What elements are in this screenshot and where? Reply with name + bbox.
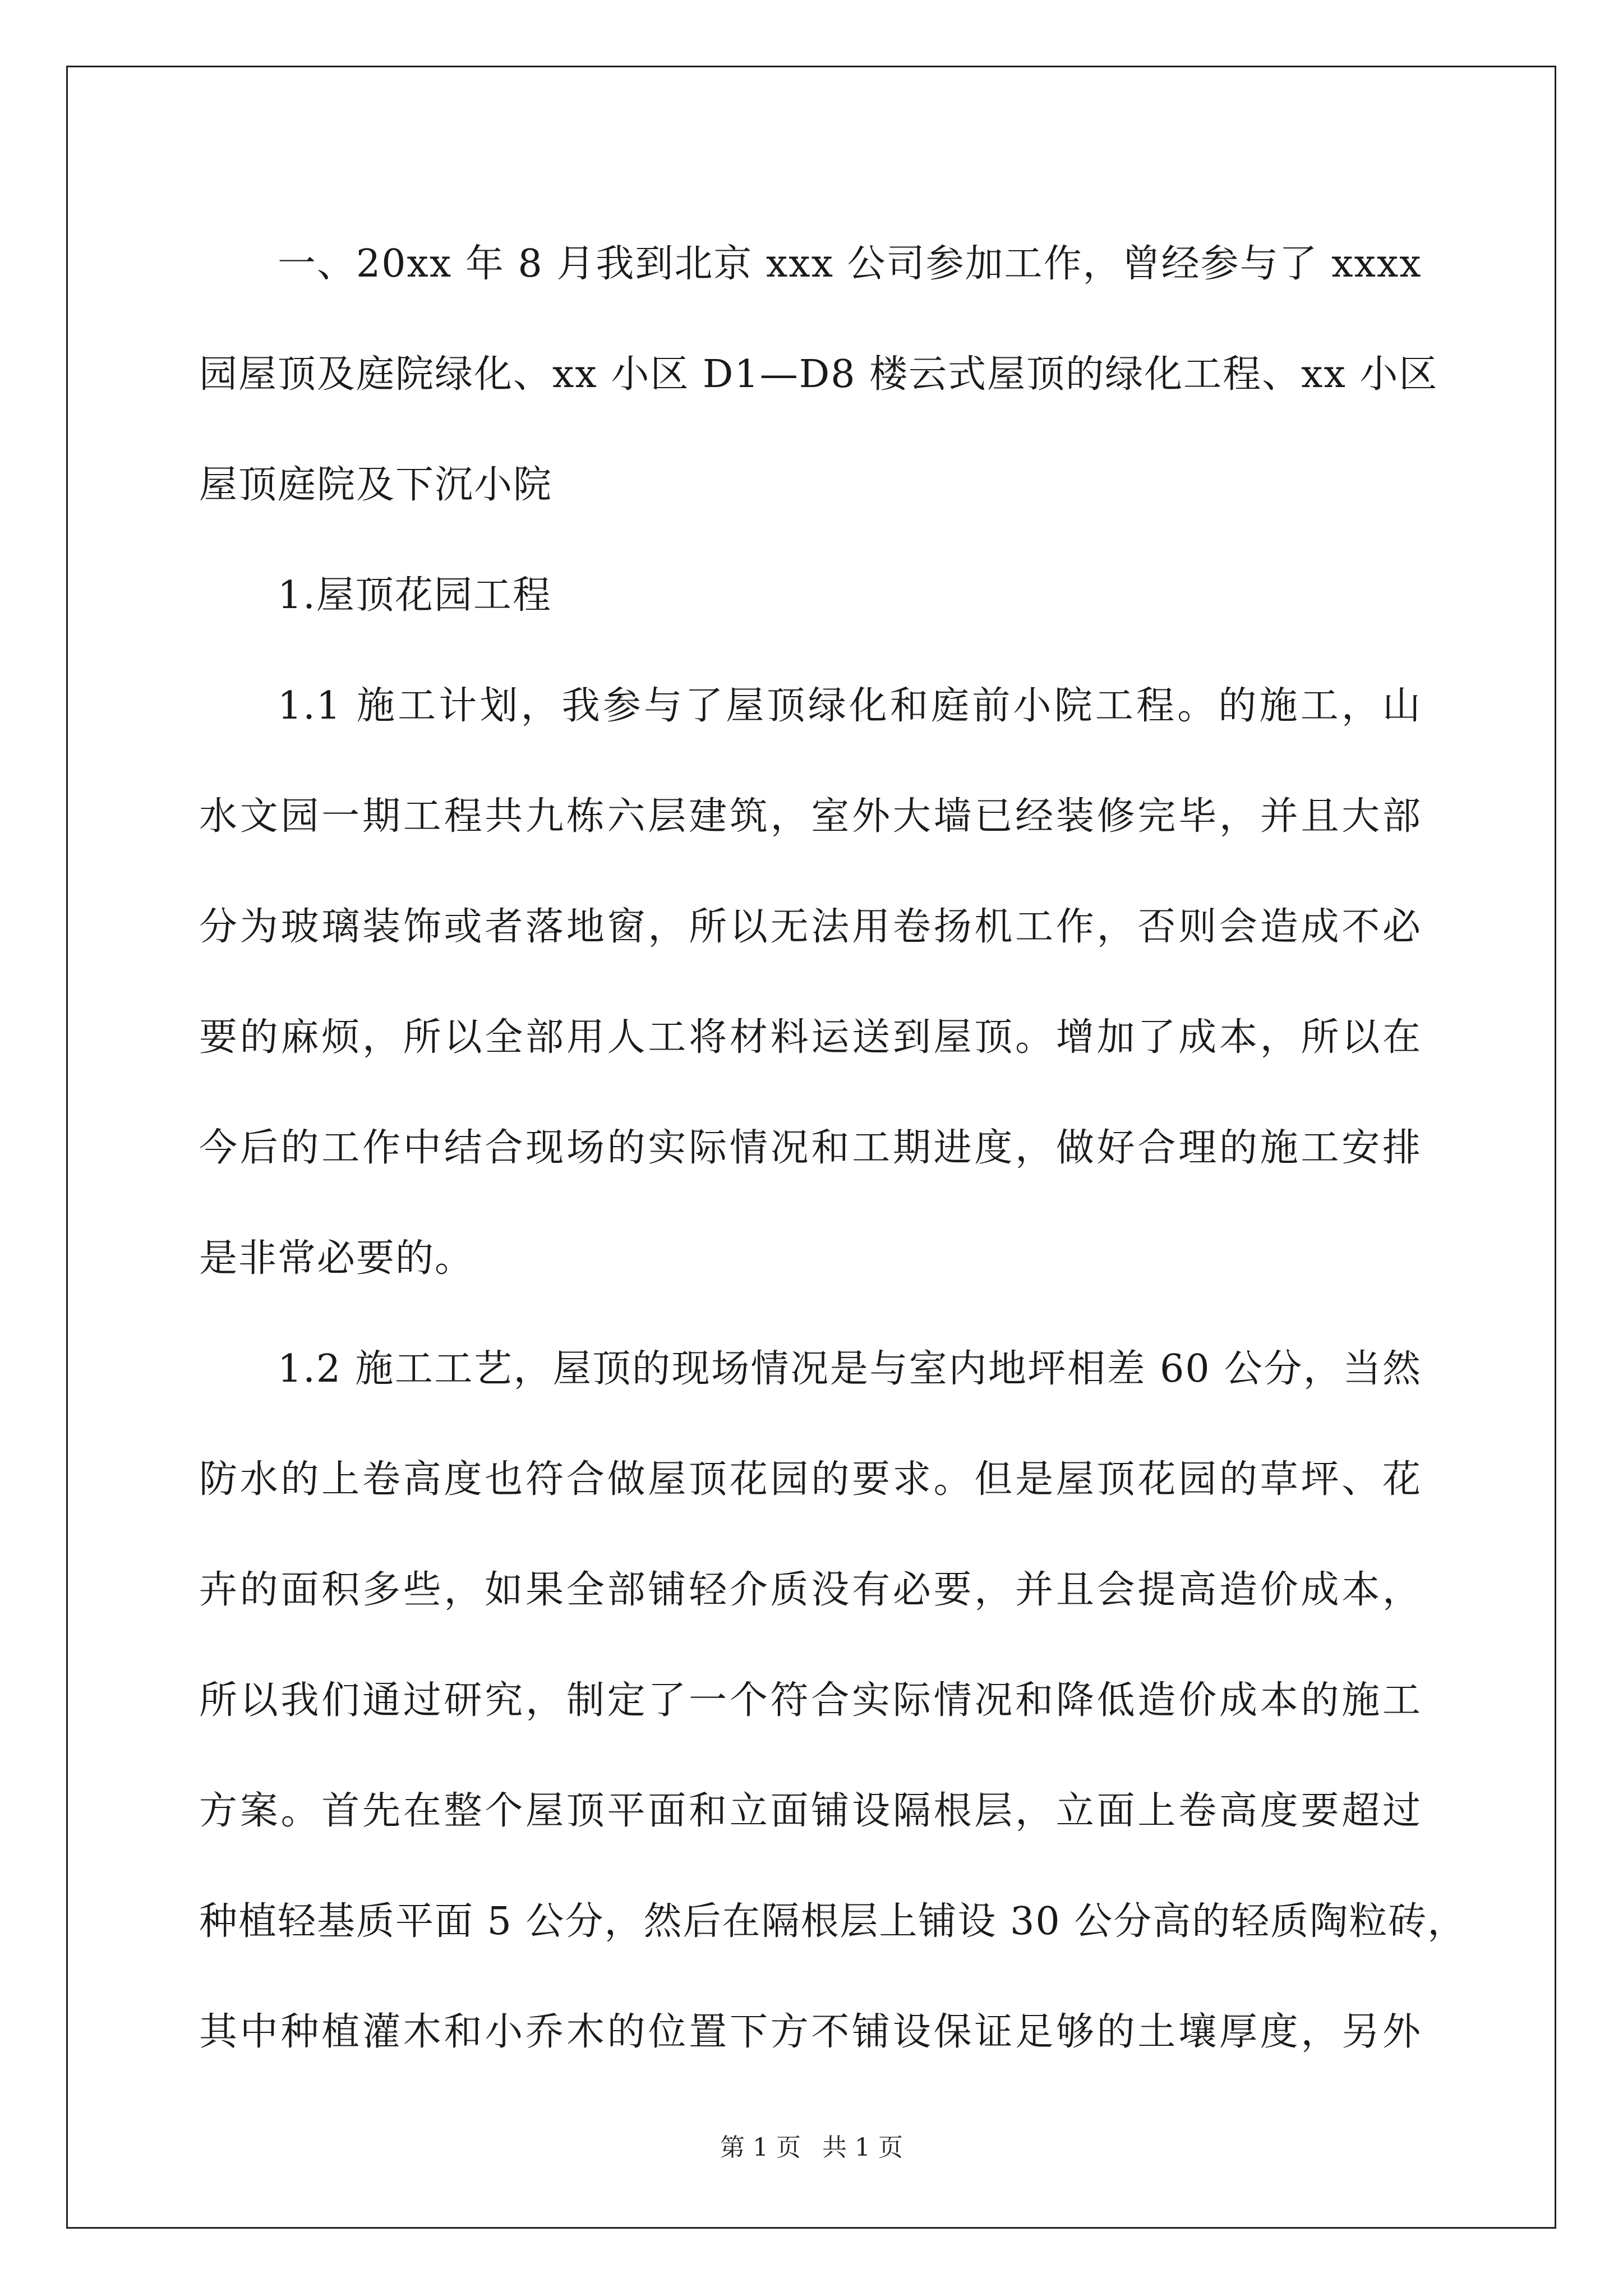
page-total: 共 1 页 [822,2133,903,2162]
page-footer [0,2131,1623,2165]
paragraph-4-line-4: 所以我们通过研究，制定了一个符合实际情况和降低造价成本的施工 [199,1678,1422,1723]
document-body [199,209,1467,2087]
paragraph-3-line-6: 是非常必要的。 [199,1236,474,1281]
section-heading: 1.屋顶花园工程 [278,573,552,618]
paragraph-4-line-3: 卉的面积多些，如果全部铺轻介质没有必要，并且会提高造价成本， [199,1568,1422,1612]
paragraph-4-line-2: 防水的上卷高度也符合做屋顶花园的要求。但是屋顶花园的草坪、花 [199,1457,1422,1502]
paragraph-1-line-2: 园屋顶及庭院绿化、xx 小区 D1—D8 楼云式屋顶的绿化工程、xx 小区 [199,352,1438,397]
paragraph-3-line-2: 水文园一期工程共九栋六层建筑，室外大墙已经装修完毕，并且大部 [199,794,1422,839]
paragraph-4-line-7: 其中种植灌木和小乔木的位置下方不铺设保证足够的土壤厚度，另外 [199,2010,1422,2054]
paragraph-3-line-5: 今后的工作中结合现场的实际情况和工期进度，做好合理的施工安排 [199,1126,1422,1170]
paragraph-3-line-4: 要的麻烦，所以全部用人工将材料运送到屋顶。增加了成本，所以在 [199,1015,1422,1060]
paragraph-1-line-3: 屋顶庭院及下沉小院 [199,463,553,507]
page-number: 第 1 页 [720,2133,801,2162]
paragraph-3-line-3: 分为玻璃装饰或者落地窗，所以无法用卷扬机工作，否则会造成不必 [199,905,1422,949]
paragraph-1-line-1: 一、20xx 年 8 月我到北京 xxx 公司参加工作，曾经参与了 xxxx [278,242,1422,286]
paragraph-4-line-5: 方案。首先在整个屋顶平面和立面铺设隔根层，立面上卷高度要超过 [199,1789,1422,1833]
paragraph-4-line-6: 种植轻基质平面 5 公分，然后在隔根层上铺设 30 公分高的轻质陶粒砖， [199,1899,1467,1944]
paragraph-3-line-1: 1.1 施工计划，我参与了屋顶绿化和庭前小院工程。的施工，山 [278,684,1422,728]
paragraph-4-line-1: 1.2 施工工艺，屋顶的现场情况是与室内地坪相差 60 公分，当然 [278,1347,1422,1391]
